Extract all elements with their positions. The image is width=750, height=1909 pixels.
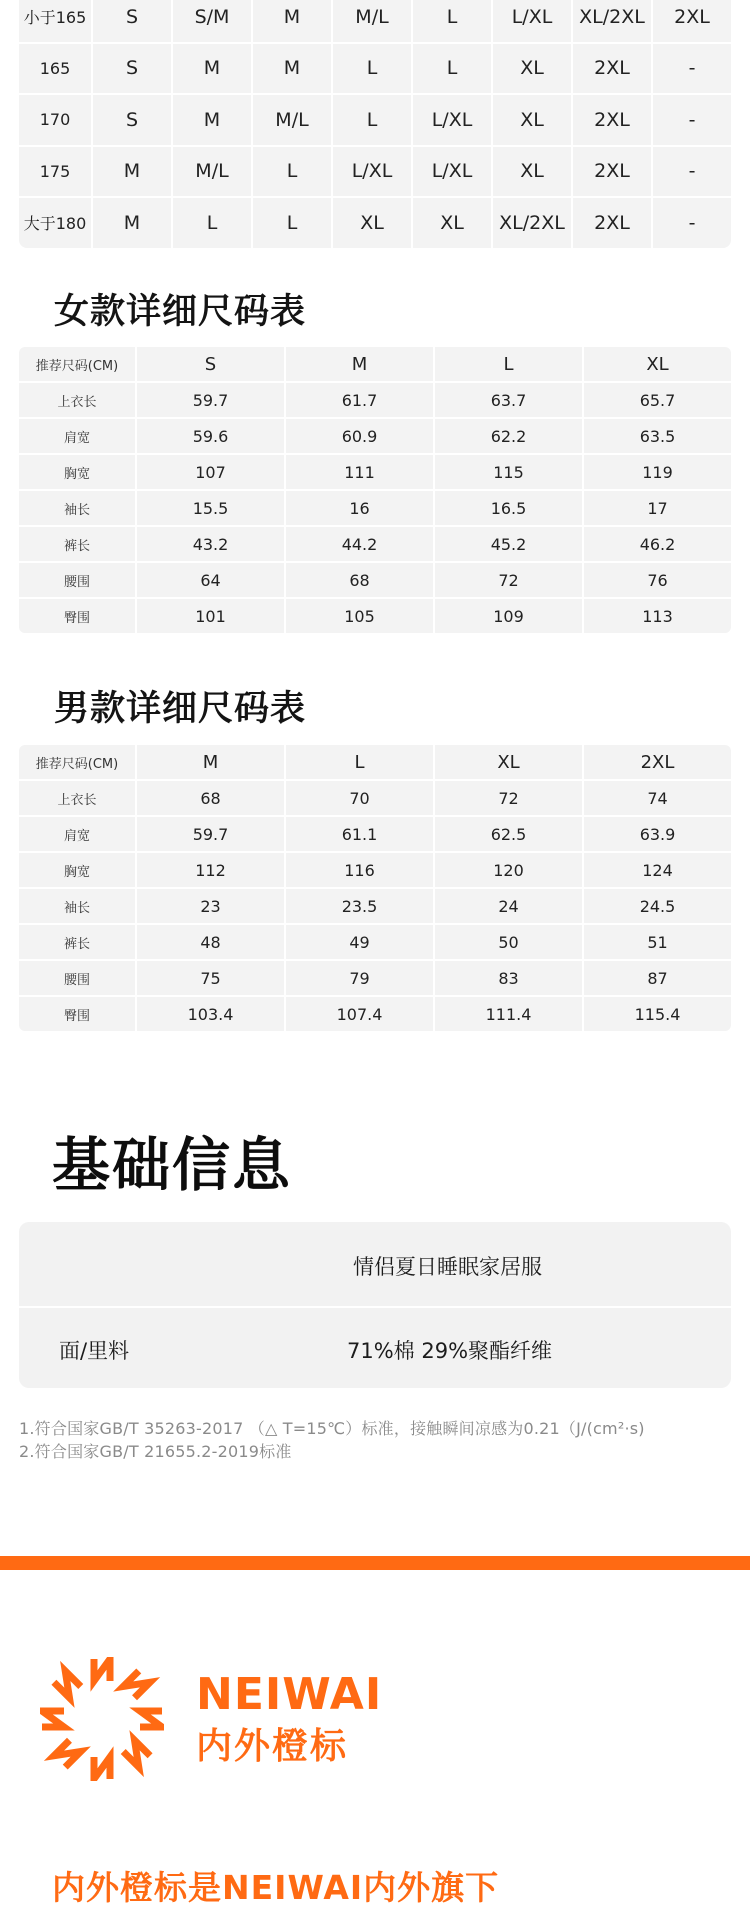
table-cell: 72	[435, 781, 584, 815]
row-label: 胸宽	[19, 455, 137, 489]
table-cell: 50	[435, 925, 584, 959]
height-cell: 165	[19, 44, 93, 94]
size-cell: L/XL	[333, 147, 413, 197]
table-cell: 24.5	[639, 896, 676, 916]
table-cell: 119	[642, 462, 673, 482]
basic-info-title: 基础信息	[52, 1131, 293, 1199]
table-cell: 43.2	[137, 527, 286, 561]
size-cell: -	[688, 108, 696, 131]
row-label: 袖长	[19, 889, 137, 923]
table-cell: 59.7	[137, 383, 286, 417]
table-row	[19, 925, 731, 961]
size-cell: L/XL	[413, 147, 493, 197]
table-cell: 60.9	[286, 419, 435, 453]
size-cell: L/XL	[413, 95, 493, 145]
footnote: 1.符合国家GB/T 35263-2017 （△ T=15℃）标准，接触瞬间凉感为0.21（J/(cm²·s)	[19, 1419, 645, 1438]
table-row	[19, 781, 731, 817]
accent-divider-bar	[0, 1556, 750, 1570]
table-cell: 63.9	[639, 824, 676, 844]
size-cell: -	[688, 160, 696, 183]
divider	[19, 1306, 731, 1308]
table-cell: 87	[647, 968, 668, 988]
size-cell: -	[688, 211, 696, 234]
table-row	[19, 419, 731, 455]
column-header: 推荐尺码(CM)	[19, 745, 137, 779]
row-label: 裤长	[19, 925, 137, 959]
table-cell: 113	[642, 606, 673, 626]
table-cell: 64	[137, 563, 286, 597]
table-cell: 83	[435, 961, 584, 995]
footnote: 2.符合国家GB/T 21655.2-2019标准	[19, 1442, 292, 1461]
size-cell: M/L	[173, 147, 253, 197]
size-cell: XL/2XL	[573, 0, 653, 42]
table-row	[19, 95, 731, 147]
table-cell: 23	[137, 889, 286, 923]
size-cell: S	[93, 44, 173, 94]
size-recommendation-table	[19, 0, 731, 248]
table-cell: 59.6	[137, 419, 286, 453]
table-row	[19, 455, 731, 491]
table-cell: 124	[642, 860, 673, 880]
product-name: 情侣夏日睡眠家居服	[353, 1255, 542, 1279]
size-cell: M	[253, 0, 333, 42]
table-cell: 112	[137, 853, 286, 887]
size-cell: M	[93, 198, 173, 248]
height-cell: 170	[19, 95, 93, 145]
table-row	[19, 491, 731, 527]
table-cell: 79	[286, 961, 435, 995]
column-header: S	[137, 347, 286, 381]
size-cell: S/M	[173, 0, 253, 42]
table-cell: 16.5	[435, 491, 584, 525]
size-cell: -	[688, 57, 696, 80]
height-cell: 小于165	[19, 0, 93, 42]
table-cell: 111.4	[435, 997, 584, 1031]
sun-burst-logo-icon	[40, 1657, 164, 1781]
table-cell: 62.2	[435, 419, 584, 453]
size-cell: XL	[493, 95, 573, 145]
table-cell: 101	[137, 599, 286, 633]
size-cell: S	[93, 0, 173, 42]
size-cell: M	[173, 95, 253, 145]
size-cell: L	[413, 44, 493, 94]
brand-name-cn: 内外橙标	[196, 1726, 349, 1767]
table-cell: 46.2	[639, 534, 676, 554]
table-row	[19, 817, 731, 853]
table-row	[19, 44, 731, 96]
height-cell: 175	[19, 147, 93, 197]
table-cell: 111	[286, 455, 435, 489]
size-cell: L	[253, 147, 333, 197]
row-label: 袖长	[19, 491, 137, 525]
table-row	[19, 599, 731, 633]
row-label: 肩宽	[19, 817, 137, 851]
table-cell: 48	[137, 925, 286, 959]
table-cell: 17	[647, 498, 668, 518]
women-size-table	[19, 347, 731, 633]
size-cell: 2XL	[573, 147, 653, 197]
size-cell: 2XL	[573, 95, 653, 145]
table-row	[19, 0, 731, 44]
fabric-value: 71%棉 29%聚酯纤维	[347, 1339, 553, 1363]
table-cell: 61.1	[286, 817, 435, 851]
column-header: 2XL	[640, 751, 675, 773]
table-cell: 15.5	[137, 491, 286, 525]
table-cell: 68	[137, 781, 286, 815]
table-cell: 49	[286, 925, 435, 959]
size-cell: XL	[333, 198, 413, 248]
table-cell: 61.7	[286, 383, 435, 417]
table-cell: 68	[286, 563, 435, 597]
table-cell: 62.5	[435, 817, 584, 851]
table-cell: 76	[647, 570, 668, 590]
table-row	[19, 527, 731, 563]
table-cell: 72	[435, 563, 584, 597]
size-cell: M/L	[253, 95, 333, 145]
row-label: 肩宽	[19, 419, 137, 453]
row-label: 腰围	[19, 961, 137, 995]
size-cell: M	[253, 44, 333, 94]
size-cell: L	[173, 198, 253, 248]
row-label: 上衣长	[19, 383, 137, 417]
table-cell: 70	[286, 781, 435, 815]
fabric-label: 面/里料	[59, 1339, 130, 1363]
row-label: 臀围	[19, 997, 137, 1031]
size-cell: L	[333, 44, 413, 94]
table-row	[19, 563, 731, 599]
table-cell: 109	[435, 599, 584, 633]
size-cell: L	[333, 95, 413, 145]
table-cell: 107.4	[286, 997, 435, 1031]
column-header: XL	[435, 745, 584, 779]
brand-slogan: 内外橙标是NEIWAI内外旗下	[52, 1868, 500, 1907]
row-label: 上衣长	[19, 781, 137, 815]
table-cell: 103.4	[137, 997, 286, 1031]
table-cell: 105	[286, 599, 435, 633]
size-cell: XL	[493, 147, 573, 197]
column-header: M	[286, 347, 435, 381]
women-table-title: 女款详细尺码表	[54, 292, 307, 332]
row-label: 臀围	[19, 599, 137, 633]
table-cell: 24	[435, 889, 584, 923]
column-header: L	[286, 745, 435, 779]
brand-name-en: NEIWAI	[196, 1669, 383, 1720]
table-row	[19, 961, 731, 997]
size-cell: L/XL	[493, 0, 573, 42]
table-cell: 44.2	[286, 527, 435, 561]
column-header: 推荐尺码(CM)	[19, 347, 137, 381]
table-row	[19, 147, 731, 199]
size-cell: L	[253, 198, 333, 248]
table-cell: 115.4	[634, 1004, 681, 1024]
men-table-title: 男款详细尺码表	[54, 689, 307, 729]
table-cell: 51	[647, 932, 668, 952]
table-row	[19, 383, 731, 419]
table-cell: 75	[137, 961, 286, 995]
size-cell: XL/2XL	[493, 198, 573, 248]
table-cell: 63.7	[435, 383, 584, 417]
table-cell: 65.7	[639, 390, 676, 410]
column-header: L	[435, 347, 584, 381]
size-cell: M	[93, 147, 173, 197]
size-cell: XL	[413, 198, 493, 248]
table-row	[19, 997, 731, 1031]
size-cell: M	[173, 44, 253, 94]
table-cell: 74	[647, 788, 668, 808]
size-cell: S	[93, 95, 173, 145]
row-label: 腰围	[19, 563, 137, 597]
size-cell: 2XL	[573, 44, 653, 94]
table-cell: 23.5	[286, 889, 435, 923]
table-row	[19, 853, 731, 889]
size-cell: 2XL	[573, 198, 653, 248]
basic-info-panel	[19, 1222, 731, 1388]
size-cell: M/L	[333, 0, 413, 42]
table-header-row	[19, 347, 731, 383]
table-cell: 59.7	[137, 817, 286, 851]
size-cell: 2XL	[674, 5, 710, 28]
table-cell: 120	[435, 853, 584, 887]
row-label: 胸宽	[19, 853, 137, 887]
table-header-row	[19, 745, 731, 781]
table-cell: 107	[137, 455, 286, 489]
table-cell: 16	[286, 491, 435, 525]
height-cell: 大于180	[19, 198, 93, 248]
table-cell: 115	[435, 455, 584, 489]
table-cell: 116	[286, 853, 435, 887]
column-header: M	[137, 745, 286, 779]
table-row	[19, 889, 731, 925]
column-header: XL	[646, 353, 669, 375]
men-size-table	[19, 745, 731, 1031]
size-cell: XL	[493, 44, 573, 94]
row-label: 裤长	[19, 527, 137, 561]
table-cell: 63.5	[639, 426, 676, 446]
table-row	[19, 198, 731, 248]
table-cell: 45.2	[435, 527, 584, 561]
size-cell: L	[413, 0, 493, 42]
